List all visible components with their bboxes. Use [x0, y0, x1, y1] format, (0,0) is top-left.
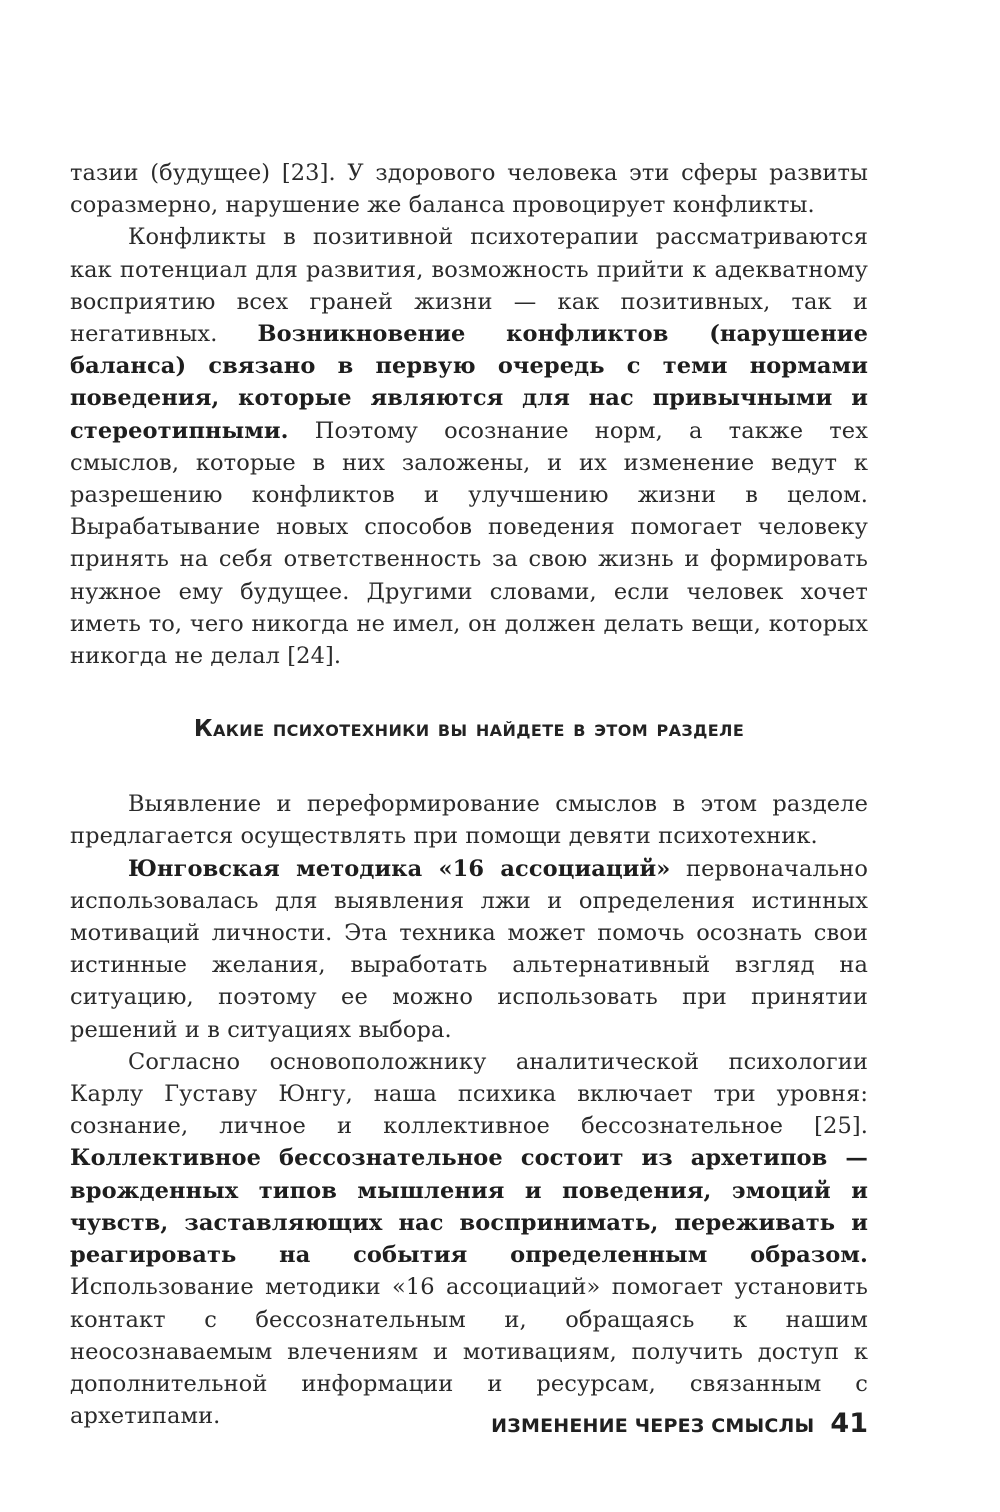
paragraph-text: Выявление и переформирование смыслов в этом разделе предлагается осуществлять при помощи девяти психотехник. [70, 791, 868, 850]
paragraph-emphasis: Возникновение конфликтов (нарушение баланса) связано в первую очередь с теми нормами поведения, которые являются для нас привычными и стереотипными. [70, 321, 868, 444]
paragraph-text: Конфликты в позитивной психотерапии рассматриваются как потенциал для развития, возможность прийти к адекватному восприятию всех граней жизни — как позитивных, так и негативных. [70, 224, 868, 348]
paragraph-continuation [70, 157, 868, 221]
paragraph-text: Поэтому осознание норм, а также тех смыслов, которые в них заложены, и их изменение ведут к разрешению конфликтов и улучшению жизни в целом. Вырабатывание новых способов поведения помогает человеку принять на себя ответственность за свою жизнь и формировать нужное ему будущее. Другими словами, если человек хочет иметь то, чего никогда не имел, он должен делать вещи, которых никогда не делал [24]. [70, 417, 868, 670]
paragraph-conflicts [70, 221, 868, 672]
paragraph-jung-method [70, 853, 868, 1046]
page-number: 41 [830, 1408, 868, 1439]
page-body [70, 157, 868, 1432]
paragraph-intro [70, 788, 868, 852]
running-title: ИЗМЕНЕНИЕ ЧЕРЕЗ СМЫСЛЫ [491, 1415, 815, 1437]
paragraph-text: тазии (будущее) [23]. У здорового человека эти сферы развиты соразмерно, нарушение же баланса провоцирует конфликты. [70, 160, 868, 219]
paragraph-emphasis: Юнговская методика «16 ассоциаций» [128, 855, 671, 882]
paragraph-archetypes [70, 1046, 868, 1432]
running-footer [491, 1408, 868, 1439]
paragraph-text: Использование методики «16 ассоциаций» помогает установить контакт с бессознательным и, обращаясь к нашим неосознаваемым влечениям и мотивациям, получить доступ к дополнительной информации и ресурсам, связанным с архетипами. [70, 1274, 868, 1430]
paragraph-text: Согласно основоположнику аналитической психологии Карлу Густаву Юнгу, наша психика включает три уровня: сознание, личное и коллективное бессознательное [25]. [70, 1048, 868, 1140]
paragraph-emphasis: Коллективное бессознательное состоит из архетипов — врожденных типов мышления и поведения, эмоций и чувств, заставляющих нас воспринимать, переживать и реагировать на события определенным образом. [70, 1145, 868, 1269]
section-heading: Какие психотехники вы найдете в этом разделе [193, 716, 745, 743]
paragraph-text: первоначально использовалась для выявления лжи и определения истинных мотиваций личности. Эта техника может помочь осознать свои истинные желания, выработать альтернативный взгляд на ситуацию, поэтому ее можно использовать при принятии решений и в ситуациях выбора. [70, 855, 868, 1043]
